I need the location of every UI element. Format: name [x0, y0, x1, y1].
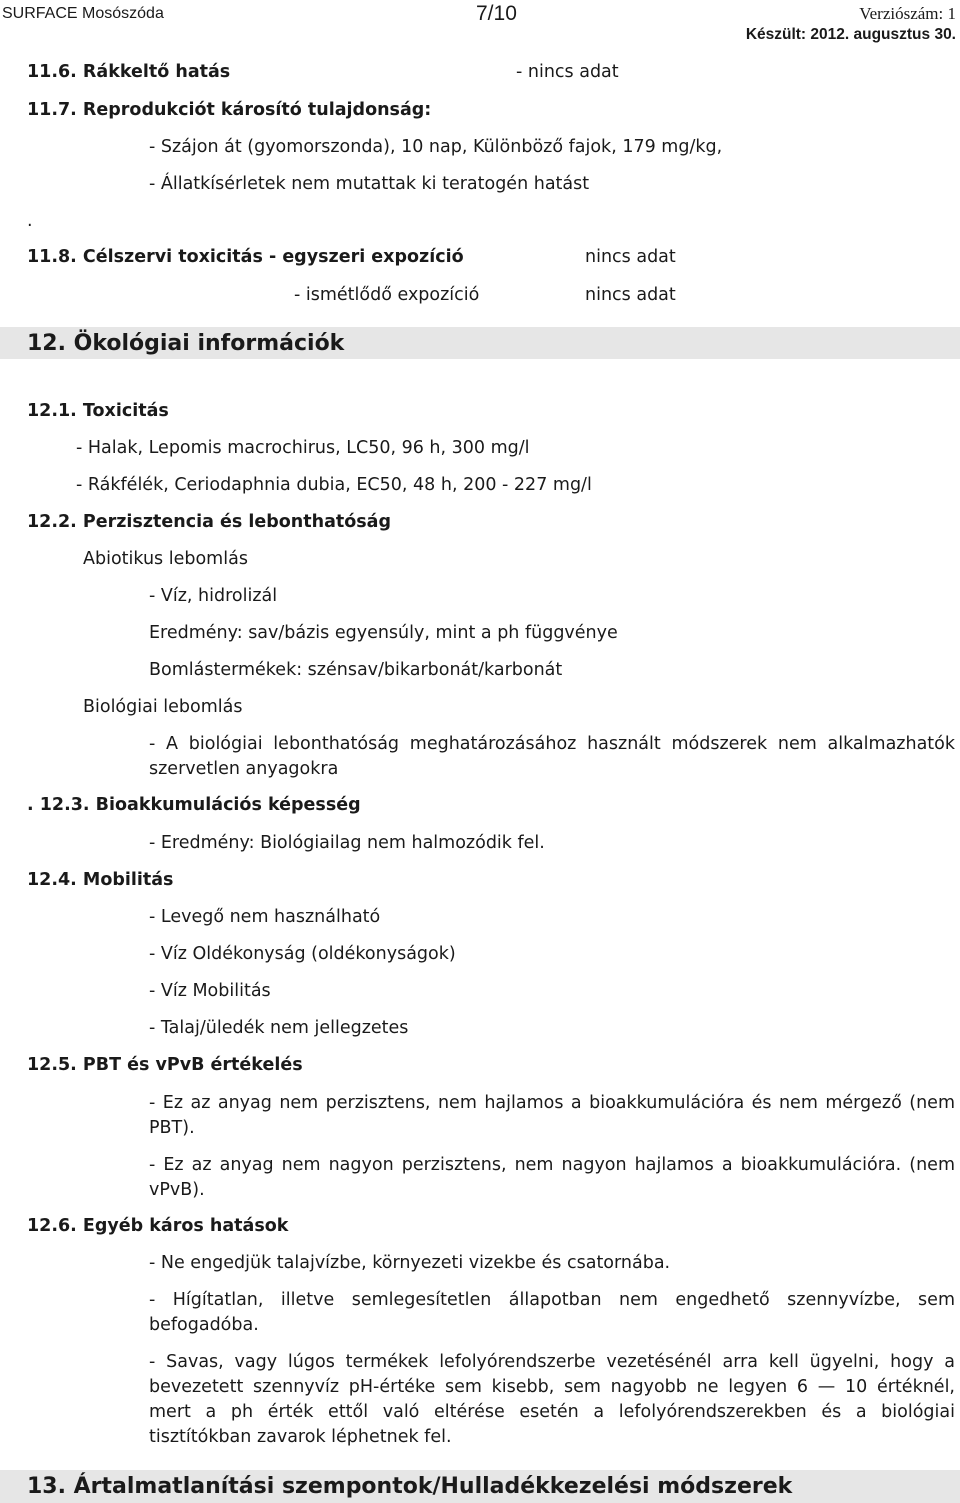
abiotic-item: Eredmény: sav/bázis egyensúly, mint a ph függvénye: [149, 623, 618, 643]
reproductive-item: - Állatkísérletek nem mutattak ki teratogén hatást: [149, 174, 590, 194]
header-prepared-date: Készült: 2012. augusztus 30.: [745, 26, 956, 43]
reproductive-toxicity-label: 11.7. Reprodukciót károsító tulajdonság:: [27, 100, 432, 120]
persistence-label: 12.2. Perzisztencia és lebonthatóság: [27, 512, 392, 532]
carcinogenic-label: 11.6. Rákkeltő hatás: [27, 62, 231, 82]
vpvb-item-line: vPvB).: [149, 1180, 205, 1200]
section-13-band: [0, 1470, 960, 1503]
bioaccumulation-item: - Eredmény: Biológiailag nem halmozódik fel.: [149, 833, 545, 853]
header-product: SURFACE Mosószóda: [2, 5, 164, 22]
pbt-label: 12.5. PBT és vPvB értékelés: [27, 1055, 303, 1075]
abiotic-item: Bomlástermékek: szénsav/bikarbonát/karbonát: [149, 660, 563, 680]
stot-label: 11.8. Célszervi toxicitás - egyszeri expozíció: [27, 247, 464, 267]
bioaccumulation-label: . 12.3. Bioakkumulációs képesség: [27, 795, 361, 815]
abiotic-degradation-label: Abiotikus lebomlás: [83, 549, 248, 569]
stot-repeated-value: nincs adat: [585, 285, 676, 305]
section-12-band: [0, 327, 960, 359]
biotic-item-line: szervetlen anyagokra: [149, 759, 339, 779]
other-effects-item-line: befogadóba.: [149, 1315, 259, 1335]
other-effects-item: - Ne engedjük talajvízbe, környezeti vizekbe és csatornába.: [149, 1253, 671, 1273]
mobility-item: - Levegő nem használható: [149, 907, 381, 927]
other-effects-item-line: - Savas, vagy lúgos termékek lefolyórendszerbe vezetésénél arra kell ügyelni, hogy a: [149, 1352, 955, 1372]
mobility-label: 12.4. Mobilitás: [27, 870, 174, 890]
mobility-item: - Víz Oldékonyság (oldékonyságok): [149, 944, 456, 964]
section-13-title: 13. Ártalmatlanítási szempontok/Hulladékkezelési módszerek: [27, 1474, 793, 1499]
other-effects-item-line: mert a ph érték ettől való eltérése esetén a lefolyórendszerekben és a biológiai: [149, 1402, 955, 1422]
biotic-degradation-label: Biológiai lebomlás: [83, 697, 243, 717]
stot-single-value: nincs adat: [585, 247, 676, 267]
mobility-item: - Víz Mobilitás: [149, 981, 271, 1001]
pbt-item-line: - Ez az anyag nem perzisztens, nem hajlamos a bioakkumulációra és nem mérgező (nem: [149, 1093, 955, 1113]
reproductive-item: - Szájon át (gyomorszonda), 10 nap, Különböző fajok, 179 mg/kg,: [149, 137, 723, 157]
toxicity-item: - Halak, Lepomis macrochirus, LC50, 96 h, 300 mg/l: [76, 438, 530, 458]
biotic-item-line: - A biológiai lebonthatóság meghatározásához használt módszerek nem alkalmazhatók: [149, 734, 955, 754]
section-12-title: 12. Ökológiai információk: [27, 331, 345, 356]
abiotic-item: - Víz, hidrolizál: [149, 586, 278, 606]
header-version: Verziószám: 1: [859, 4, 956, 23]
vpvb-item-line: - Ez az anyag nem nagyon perzisztens, nem nagyon hajlamos a bioakkumulációra. (nem: [149, 1155, 955, 1175]
other-effects-item-line: tisztítókban zavarok léphetnek fel.: [149, 1427, 452, 1447]
pbt-item-line: PBT).: [149, 1118, 195, 1138]
toxicity-item: - Rákfélék, Ceriodaphnia dubia, EC50, 48 h, 200 - 227 mg/l: [76, 475, 592, 495]
other-effects-item-line: bevezetett szennyvíz pH-értéke sem kisebb, sem nagyobb ne legyen 6 — 10 értéknél,: [149, 1377, 955, 1397]
toxicity-label: 12.1. Toxicitás: [27, 401, 169, 421]
stot-repeated-label: - ismétlődő expozíció: [294, 285, 480, 305]
carcinogenic-value: - nincs adat: [516, 62, 619, 82]
mobility-item: - Talaj/üledék nem jellegzetes: [149, 1018, 409, 1038]
stray-dot: .: [27, 211, 33, 231]
header-page-number: 7/10: [476, 2, 517, 25]
other-effects-item-line: - Hígítatlan, illetve semlegesítetlen állapotban nem engedhető szennyvízbe, sem: [149, 1290, 955, 1310]
other-effects-label: 12.6. Egyéb káros hatások: [27, 1216, 289, 1236]
